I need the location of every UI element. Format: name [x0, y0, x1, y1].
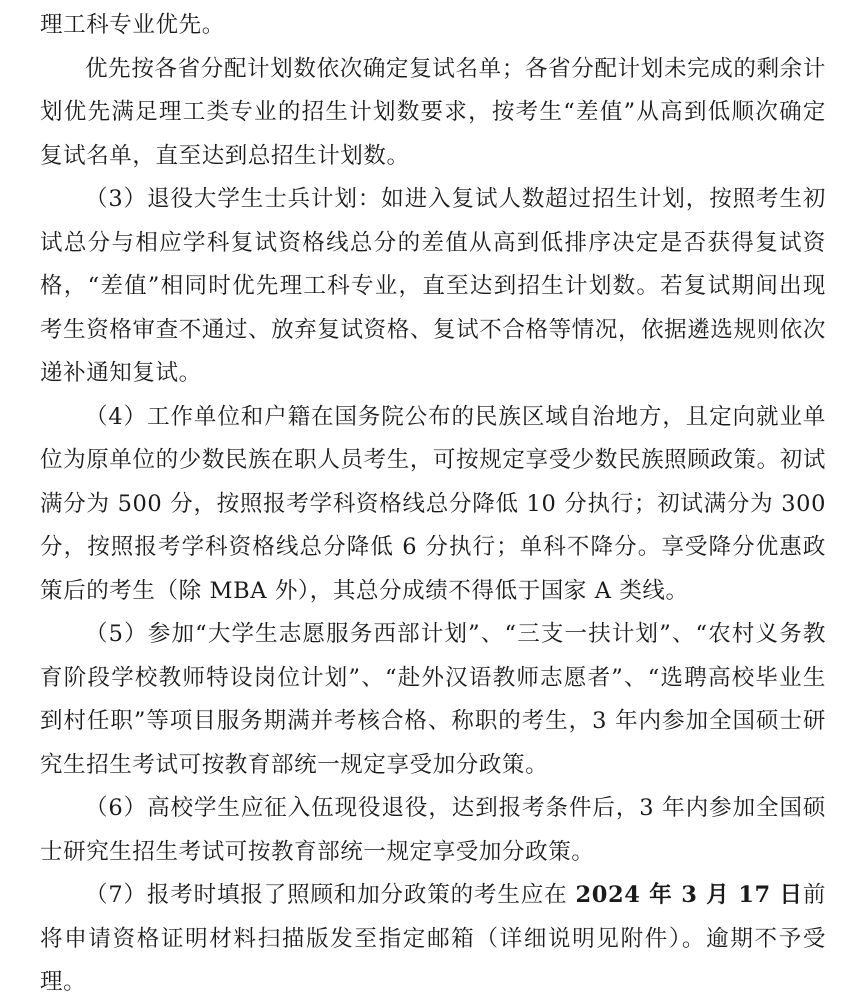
paragraph-item-3: （3）退役大学生士兵计划：如进入复试人数超过招生计划，按照考生初试总分与相应学科复试资格线总分的差值从高到低排序决定是否获得复试资格，“差值”相同时优先理工科专业，直至达到招生计划数。若复试期间出现考生资格审查不通过、放弃复试资格、复试不合格等情况，依据遴选规则依次递补通知复试。	[40, 186, 826, 386]
paragraph-item-7-lead: （7）报考时填报了照顾和加分政策的考生应在	[85, 882, 576, 908]
paragraph-item-4: （4）工作单位和户籍在国务院公布的民族区域自治地方，且定向就业单位为原单位的少数民族在职人员考生，可按规定享受少数民族照顾政策。初试满分为 500 分，按照报考学科资格线总分降低 10 分执行；初试满分为 300 分，按照报考学科资格线总分降低 6 分执行；单科不降分。享受降分优惠政策后的考生（除 MBA 外），其总分成绩不得低于国家 A 类线。	[40, 403, 826, 604]
paragraph-continuation: 理工科专业优先。	[40, 12, 225, 38]
paragraph-item-7	[40, 874, 826, 1005]
paragraph-priority-rule: 优先按各省分配计划数依次确定复试名单；各省分配计划未完成的剩余计划优先满足理工类专业的招生计划数要求，按考生“差值”从高到低顺次确定复试名单，直至达到总招生计划数。	[40, 55, 826, 169]
deadline-date: 2024 年 3 月 17 日	[575, 882, 803, 908]
paragraph-item-5: （5）参加“大学生志愿服务西部计划”、“三支一扶计划”、“农村义务教育阶段学校教师特设岗位计划”、“赴外汉语教师志愿者”、“选聘高校毕业生到村任职”等项目服务期满并考核合格、称职的考生，3 年内参加全国硕士研究生招生考试可按教育部统一规定享受加分政策。	[40, 621, 826, 778]
paragraph-item-6: （6）高校学生应征入伍现役退役，达到报考条件后，3 年内参加全国硕士研究生招生考试可按教育部统一规定享受加分政策。	[40, 795, 826, 865]
paragraph-item-7-tail: 前将申请资格证明材料扫描版发至指定邮箱（详细说明见附件）。逾期不予受理。	[40, 882, 826, 995]
